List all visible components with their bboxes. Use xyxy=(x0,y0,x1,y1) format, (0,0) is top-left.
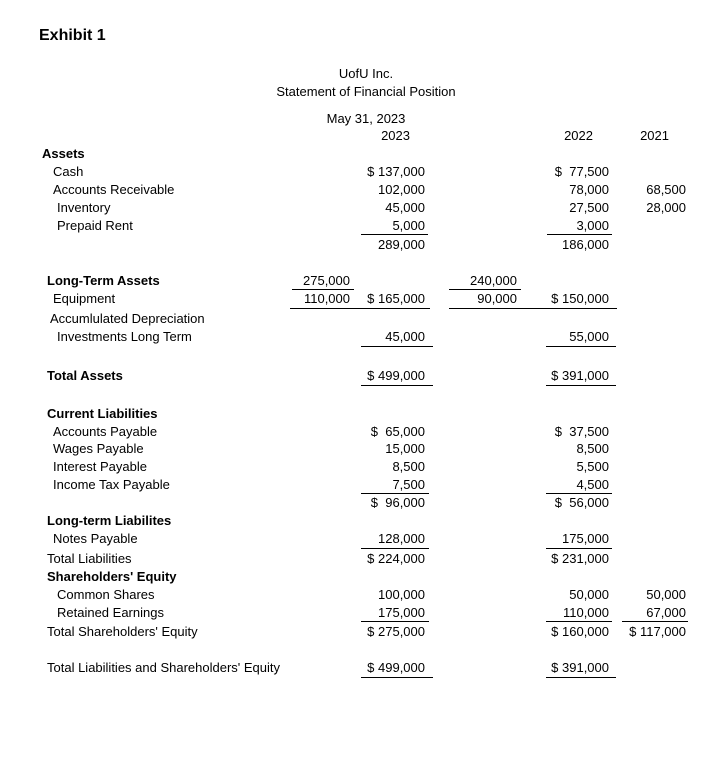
common-shares-2022: 50,000 xyxy=(569,587,609,602)
total-assets-label: Total Assets xyxy=(47,368,123,383)
retained-2022-underline xyxy=(546,621,612,622)
equipment-2022-line xyxy=(449,289,521,290)
retained-earnings-2022: 110,000 xyxy=(562,605,609,620)
total-equity-2022: $ 160,000 xyxy=(551,624,609,639)
depreciation-2022: 90,000 xyxy=(477,291,517,306)
retained-earnings-2023: 175,000 xyxy=(378,605,425,620)
long-term-assets-heading: Long-Term Assets xyxy=(47,273,160,288)
accounts-payable-2023: $ 65,000 xyxy=(370,424,425,439)
equipment-label: Equipment xyxy=(53,291,116,306)
retained-2023-underline xyxy=(361,621,429,622)
common-shares-label: Common Shares xyxy=(57,587,155,602)
receivable-2022: 78,000 xyxy=(569,182,609,197)
investments-label: Investments Long Term xyxy=(57,329,192,344)
investments-2023-underline xyxy=(361,346,433,347)
interest-payable-2023: 8,500 xyxy=(392,459,425,474)
retained-2021-underline xyxy=(622,621,688,622)
depreciation-2023: 110,000 xyxy=(303,291,350,306)
year-2021: 2021 xyxy=(640,128,669,143)
current-liabilities-heading: Current Liabilities xyxy=(47,406,158,421)
income-tax-payable-2023: 7,500 xyxy=(392,477,425,492)
total-assets-2023: $ 499,000 xyxy=(367,368,425,383)
total-equity-2021: $ 117,000 xyxy=(629,624,686,639)
interest-payable-label: Interest Payable xyxy=(53,459,147,474)
cash-2023: $ 137,000 xyxy=(367,164,425,179)
notes-2023-underline xyxy=(361,548,429,549)
notes-payable-label: Notes Payable xyxy=(53,531,138,546)
wages-payable-2022: 8,500 xyxy=(576,441,609,456)
equipment-gross-2023: 275,000 xyxy=(303,273,350,288)
total-liabilities-2023: $ 224,000 xyxy=(367,551,425,566)
total-liabilities-2022: $ 231,000 xyxy=(551,551,609,566)
grand-total-2023-underline xyxy=(361,677,433,678)
investments-2022: 55,000 xyxy=(569,329,609,344)
wages-payable-label: Wages Payable xyxy=(53,441,144,456)
equipment-2023-underline xyxy=(290,308,430,309)
inventory-2021: 28,000 xyxy=(646,200,686,215)
inventory-2023: 45,000 xyxy=(385,200,425,215)
accounts-payable-2022: $ 37,500 xyxy=(554,424,609,439)
inventory-label: Inventory xyxy=(57,200,111,215)
grand-total-label: Total Liabilities and Shareholders' Equity xyxy=(47,660,281,675)
grand-total-2022-underline xyxy=(546,677,616,678)
exhibit-title: Exhibit 1 xyxy=(39,27,106,44)
prepaid-2023: 5,000 xyxy=(392,218,425,233)
receivable-2023: 102,000 xyxy=(378,182,425,197)
tax-2022-underline xyxy=(546,493,612,494)
equipment-2023-line xyxy=(292,289,354,290)
equity-heading: Shareholders' Equity xyxy=(47,569,177,584)
investments-2023: 45,000 xyxy=(385,329,425,344)
statement-title: Statement of Financial Position xyxy=(276,84,456,99)
total-equity-2023: $ 275,000 xyxy=(367,624,425,639)
common-shares-2021: 50,000 xyxy=(646,587,686,602)
cash-2022: $ 77,500 xyxy=(554,164,609,179)
interest-payable-2022: 5,500 xyxy=(576,459,609,474)
notes-2022-underline xyxy=(546,548,612,549)
prepaid-2023-underline xyxy=(361,234,428,235)
company-name: UofU Inc. xyxy=(338,66,394,81)
inventory-2022: 27,500 xyxy=(569,200,609,215)
current-assets-2023: 289,000 xyxy=(378,237,425,252)
retained-earnings-label: Retained Earnings xyxy=(57,605,164,620)
current-liabilities-2023: $ 96,000 xyxy=(370,495,425,510)
accounts-payable-label: Accounts Payable xyxy=(53,424,158,439)
equipment-net-2022: $ 150,000 xyxy=(551,291,609,306)
notes-payable-2023: 128,000 xyxy=(378,531,425,546)
equipment-net-2023: $ 165,000 xyxy=(367,291,425,306)
prepaid-label: Prepaid Rent xyxy=(57,218,133,233)
receivable-2021: 68,500 xyxy=(646,182,686,197)
current-liabilities-2022: $ 56,000 xyxy=(554,495,609,510)
investments-2022-underline xyxy=(546,346,616,347)
grand-total-2022: $ 391,000 xyxy=(551,660,609,675)
receivable-label: Accounts Receivable xyxy=(53,182,175,197)
notes-payable-2022: 175,000 xyxy=(562,531,609,546)
cash-label: Cash xyxy=(53,164,84,179)
statement-date: May 31, 2023 xyxy=(326,111,406,126)
grand-total-2023: $ 499,000 xyxy=(367,660,425,675)
common-shares-2023: 100,000 xyxy=(378,587,425,602)
total-assets-2022: $ 391,000 xyxy=(551,368,609,383)
prepaid-2022-underline xyxy=(547,234,612,235)
total-assets-2023-underline xyxy=(361,385,433,386)
income-tax-payable-label: Income Tax Payable xyxy=(53,477,170,492)
equipment-2022-underline xyxy=(449,308,617,309)
year-2022: 2022 xyxy=(564,128,593,143)
total-assets-2022-underline xyxy=(546,385,616,386)
total-liabilities-label: Total Liabilities xyxy=(47,551,132,566)
current-assets-2022: 186,000 xyxy=(562,237,609,252)
assets-heading: Assets xyxy=(42,146,85,161)
equipment-gross-2022: 240,000 xyxy=(470,273,517,288)
year-2023: 2023 xyxy=(381,128,410,143)
depreciation-label: Accumlulated Depreciation xyxy=(50,311,205,326)
long-term-liabilities-heading: Long-term Liabilites xyxy=(47,513,172,528)
tax-2023-underline xyxy=(361,493,429,494)
total-equity-label: Total Shareholders' Equity xyxy=(47,624,198,639)
retained-earnings-2021: 67,000 xyxy=(646,605,686,620)
wages-payable-2023: 15,000 xyxy=(385,441,425,456)
prepaid-2022: 3,000 xyxy=(576,218,609,233)
income-tax-payable-2022: 4,500 xyxy=(576,477,609,492)
